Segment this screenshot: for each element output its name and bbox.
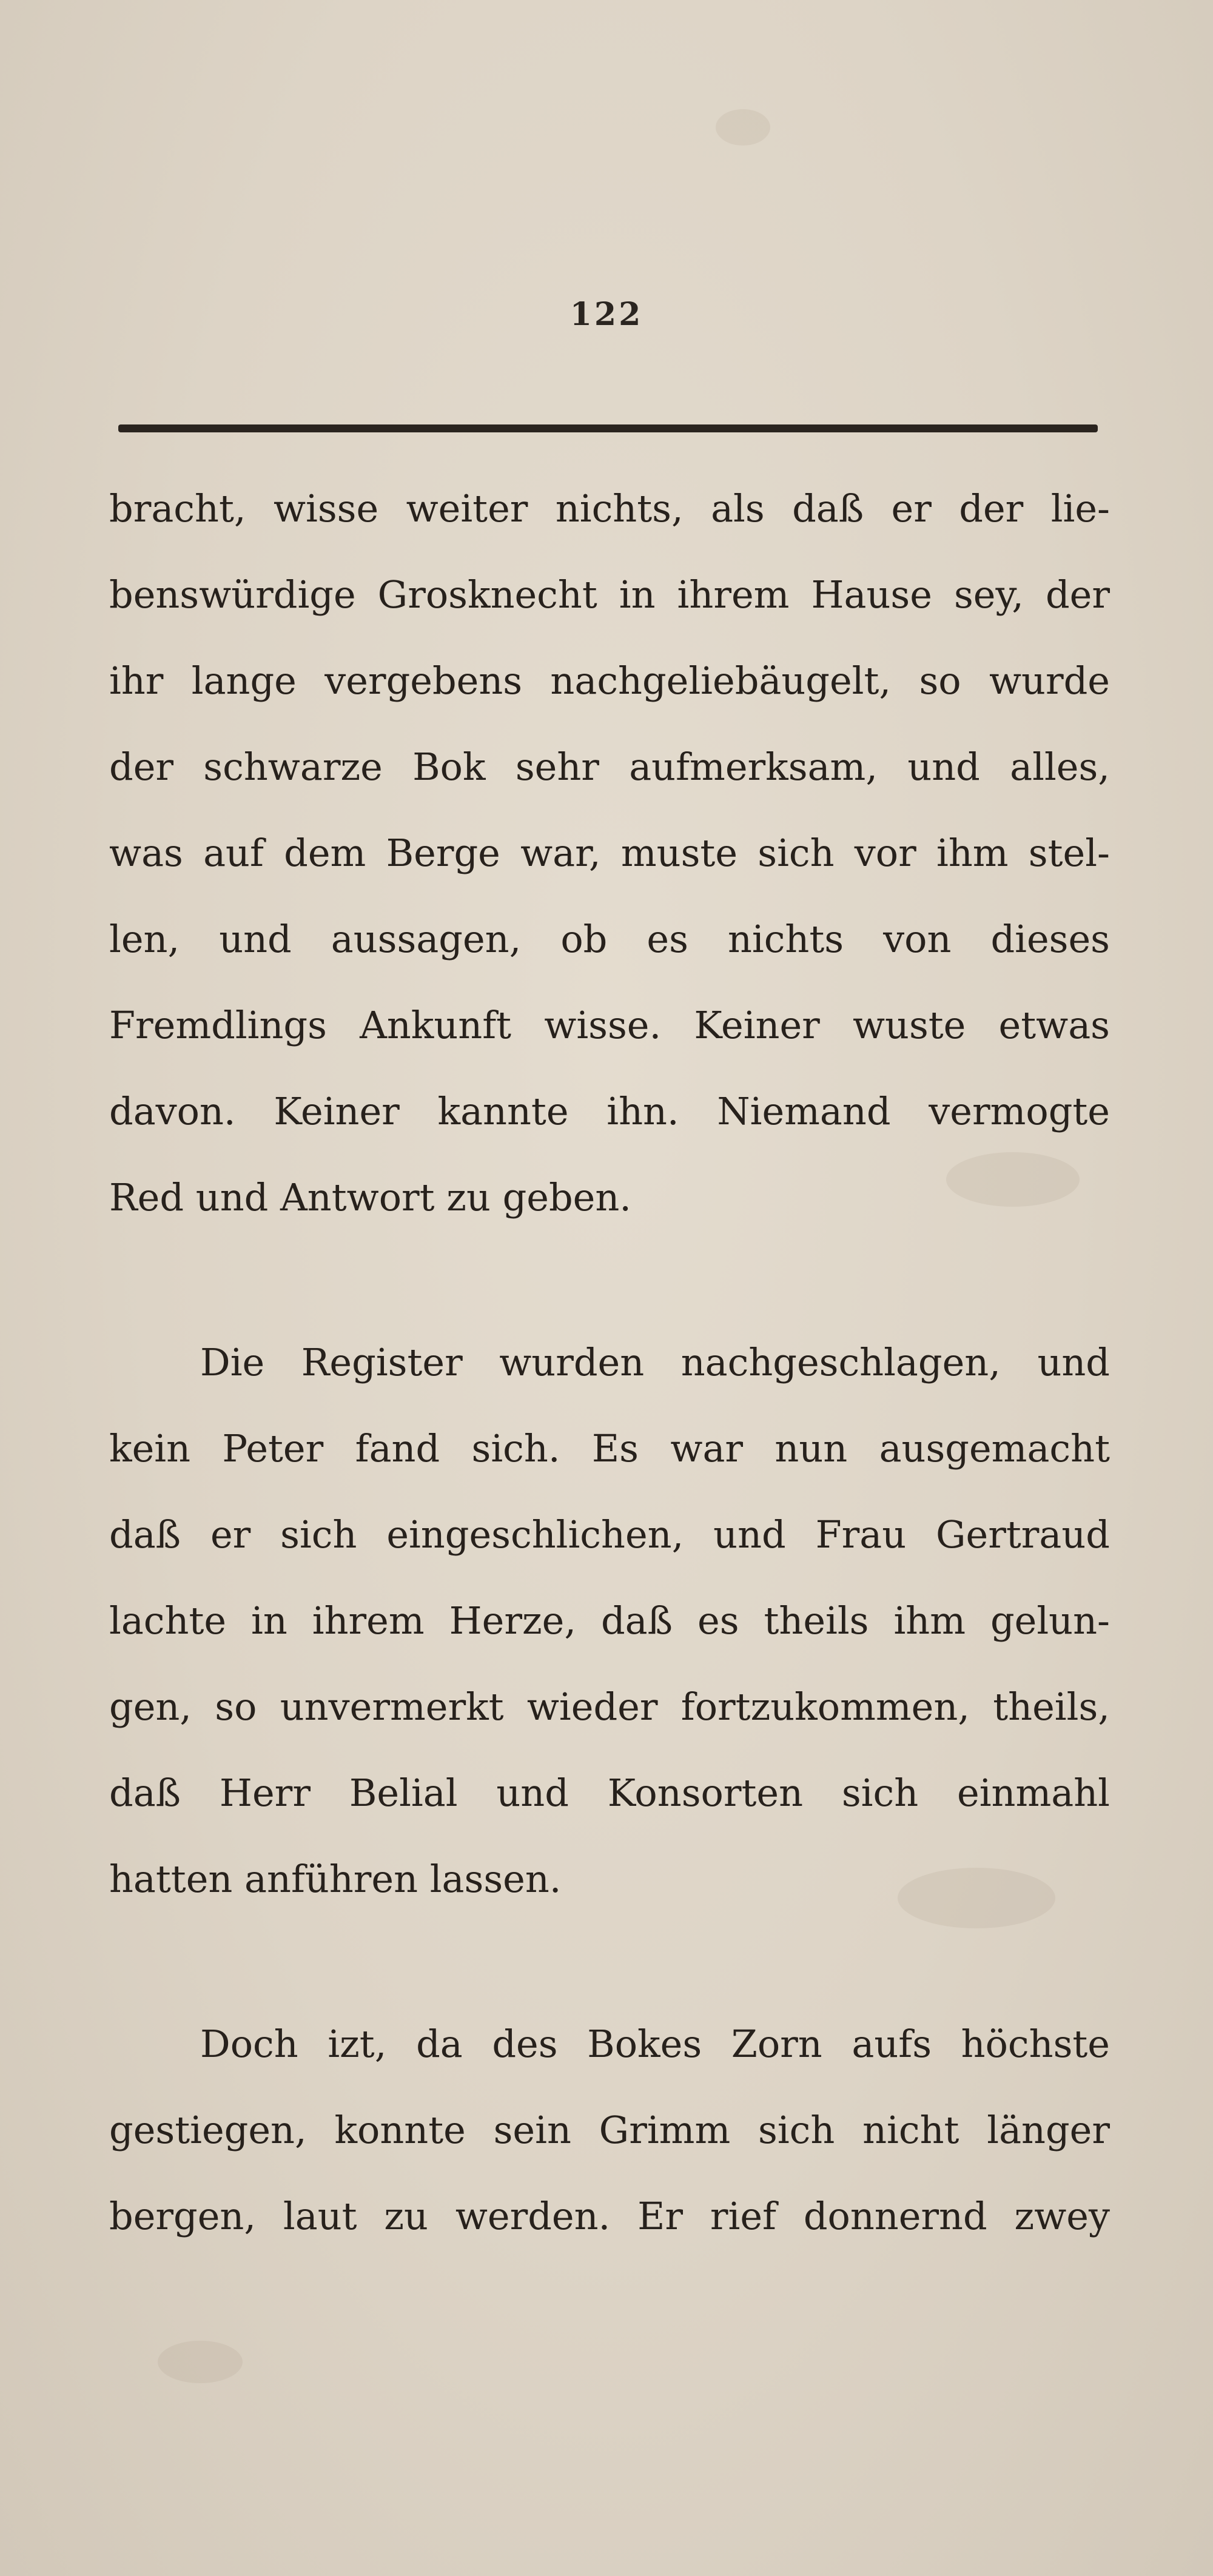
text-line: ihr lange vergebens nachgeliebäugelt, so wurde	[109, 659, 1110, 703]
text-line: gen, so unvermerkt wieder fortzukommen, theils,	[109, 1685, 1110, 1729]
text-line: was auf dem Berge war, muste sich vor ihm stel-	[109, 831, 1110, 875]
paper-stain	[158, 2341, 243, 2383]
text-line: lachte in ihrem Herze, daß es theils ihm gelun-	[109, 1598, 1110, 1643]
text-line: Fremdlings Ankunft wisse. Keiner wuste etwas	[109, 1003, 1110, 1047]
paragraph-3	[109, 2001, 1110, 2259]
text-line: Red und Antwort zu geben.	[109, 1175, 632, 1219]
text-line: daß er sich eingeschlichen, und Frau Gertraud	[109, 1512, 1110, 1557]
text-line: gestiegen, konnte sein Grimm sich nicht länger	[109, 2108, 1110, 2152]
text-line: hatten anführen lassen.	[109, 1857, 562, 1901]
text-line: bergen, laut zu werden. Er rief donnernd zwey	[109, 2194, 1110, 2238]
page-number: 122	[570, 296, 643, 333]
text-line: davon. Keiner kannte ihn. Niemand vermogte	[109, 1089, 1110, 1133]
text-line: Doch izt, da des Bokes Zorn aufs höchste	[200, 2022, 1110, 2066]
text-line: kein Peter fand sich. Es war nun ausgemacht	[109, 1426, 1110, 1471]
text-line: der schwarze Bok sehr aufmerksam, und alles,	[109, 745, 1110, 789]
paragraph-1	[109, 466, 1110, 1241]
text-line: bracht, wisse weiter nichts, als daß er der lie-	[109, 486, 1110, 531]
text-line: len, und aussagen, ob es nichts von dieses	[109, 917, 1110, 961]
paragraph-2	[109, 1320, 1110, 1922]
header-rule	[118, 424, 1098, 432]
text-line: Die Register wurden nachgeschlagen, und	[200, 1340, 1110, 1384]
text-line: daß Herr Belial und Konsorten sich einmahl	[109, 1771, 1110, 1815]
paper-stain	[716, 109, 770, 146]
text-line: benswürdige Grosknecht in ihrem Hause sey, der	[109, 572, 1110, 617]
